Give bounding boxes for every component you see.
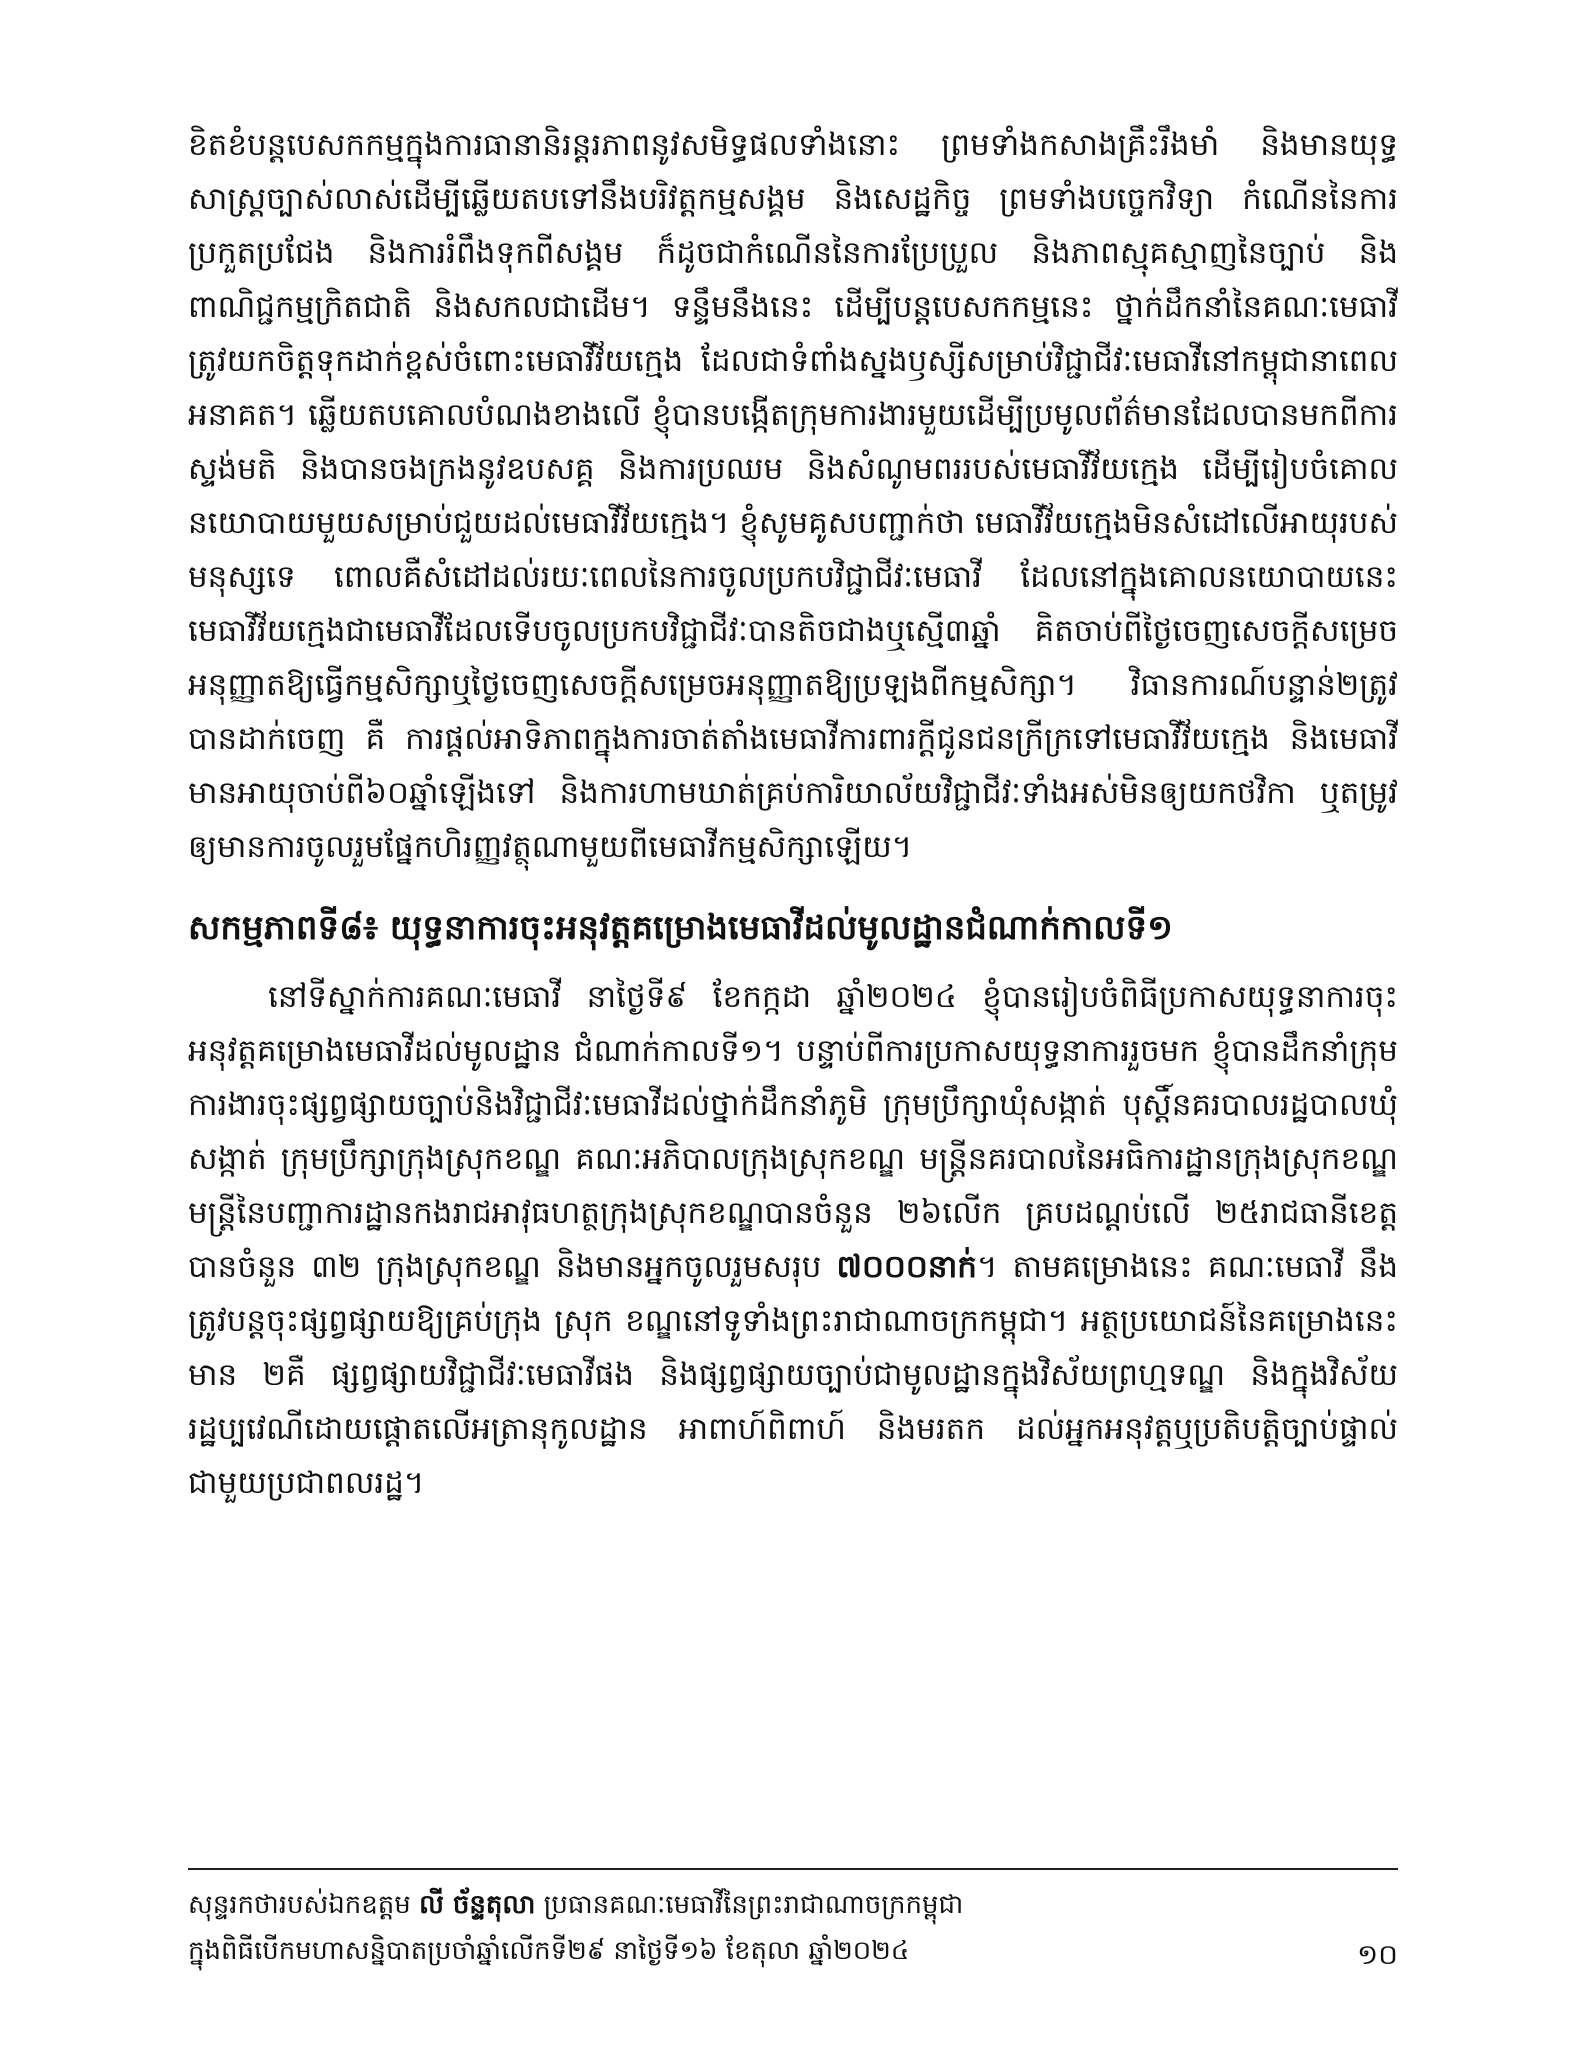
paragraph-2-text-end: ។ តាមគម្រោងនេះ គណៈមេធាវី នឹងត្រូវបន្តចុះផ្សព្វផ្សាយឱ្យគ្រប់ក្រុង ស្រុក ខណ្ឌនៅទូទាំងព្រះរាជាណាចក្រកម្ពុជា។ អត្ថប្រយោជន៍នៃគម្រោងនេះមាន ២គឺ ផ្សព្វផ្សាយវិជ្ជាជីវៈមេធាវីផង និងផ្សព្វផ្សាយច្បាប់ជាមូលដ្ឋានក្នុងវិស័យព្រហ្មទណ្ឌ និងក្នុងវិស័យរដ្ឋប្បវេណីដោយផ្តោតលើអត្រានុកូលដ្ឋាន អាពាហ៍ពិពាហ៍ និងមរតក ដល់អ្នកអនុវត្តឬប្រតិបត្តិច្បាប់ផ្ទាល់ជាមួយប្រជាពលរដ្ឋ។ [188,1249,1399,1501]
footer-line-1 [188,1882,1398,1928]
page-number: ១០ [1356,1938,1398,1971]
body-paragraph-2 [188,970,1398,1510]
footer-line-2: ក្នុងពិធីបើកមហាសន្និបាតប្រចាំឆ្នាំលើកទី២៩ នាថ្ងៃទី១៦ ខែតុលា ឆ្នាំ២០២៤ [188,1936,910,1966]
footer-speaker-title: ប្រធានគណៈមេធាវីនៃព្រះរាជាណាចក្រកម្ពុជា [535,1890,964,1920]
participant-count: ៧០០០នាក់ [836,1249,977,1285]
footer-speaker-name: លី ច័ន្ទតុលា [419,1890,536,1920]
section-heading: សកម្មភាពទី៨៖ យុទ្ធនាការចុះអនុវត្តគម្រោងមេធាវីដល់មូលដ្ឋានជំណាក់កាលទី១ [188,908,1173,948]
body-paragraph-1: ខិតខំបន្តបេសកកម្មក្នុងការធានានិរន្តរភាពនូវសមិទ្ធផលទាំងនោះ ព្រមទាំងកសាងគ្រឹះរឹងមាំ និងមានយុទ្ធសាស្ត្រច្បាស់លាស់ដើម្បីឆ្លើយតបទៅនឹងបរិវត្តកម្មសង្គម និងសេដ្ឋកិច្ច ព្រមទាំងបច្ចេកវិទ្យា កំណើននៃការប្រកួតប្រជែង និងការរំពឹងទុកពីសង្គម ក៏ដូចជាកំណើននៃការប្រែប្រួល និងភាពស្មុគស្មាញនៃច្បាប់ និងពាណិជ្ជកម្មក្រិតជាតិ និងសកលជាដើម។ ទន្ទឹមនឹងនេះ ដើម្បីបន្តបេសកកម្មនេះ ថ្នាក់ដឹកនាំនៃគណៈមេធាវីត្រូវយកចិត្តទុកដាក់ខ្ពស់ចំពោះមេធាវីវ័យក្មេង ដែលជាទំពាំងស្នងឫស្សីសម្រាប់វិជ្ជាជីវៈមេធាវីនៅកម្ពុជានាពេលអនាគត។ ឆ្លើយតបគោលបំណងខាងលើ ខ្ញុំបានបង្កើតក្រុមការងារមួយដើម្បីប្រមូលព័ត៌មានដែលបានមកពីការស្ទង់មតិ និងបានចងក្រងនូវឧបសគ្គ និងការប្រឈម និងសំណូមពររបស់មេធាវីវ័យក្មេង ដើម្បីរៀបចំគោលនយោបាយមួយសម្រាប់ជួយដល់មេធាវីវ័យក្មេង។ ខ្ញុំសូមគូសបញ្ជាក់ថា មេធាវីវ័យក្មេងមិនសំដៅលើអាយុរបស់មនុស្សទេ ពោលគឺសំដៅដល់រយៈពេលនៃការចូលប្រកបវិជ្ជាជីវៈមេធាវី ដែលនៅក្នុងគោលនយោបាយនេះ មេធាវីវ័យក្មេងជាមេធាវីដែលទើបចូលប្រកបវិជ្ជាជីវៈបានតិចជាងឬស្មើ៣ឆ្នាំ គិតចាប់ពីថ្ងៃចេញសេចក្តីសម្រេចអនុញ្ញាតឱ្យធ្វើកម្មសិក្សាឬថ្ងៃចេញសេចក្តីសម្រេចអនុញ្ញាតឱ្យប្រឡងពីកម្មសិក្សា។ វិធានការណ៍បន្ទាន់២ត្រូវបានដាក់ចេញ គឺ ការផ្តល់អាទិភាពក្នុងការចាត់តាំងមេធាវីការពារក្តីជូនជនក្រីក្រទៅមេធាវីវ័យក្មេង និងមេធាវីមានអាយុចាប់ពី៦០ឆ្នាំឡើងទៅ និងការហាមឃាត់គ្រប់ការិយាល័យវិជ្ជាជីវៈទាំងអស់មិនឲ្យយកថវិកា ឬតម្រូវឲ្យមានការចូលរួមផ្នែកហិរញ្ញវត្ថុណាមួយពីមេធាវីកម្មសិក្សាឡើយ។ [188,127,1398,865]
footer-speech-prefix: សុន្ទរកថារបស់ឯកឧត្តម [188,1890,420,1920]
paragraph-2-text-start: នៅទីស្នាក់ការគណៈមេធាវី នាថ្ងៃទី៩ ខែកក្កដា ឆ្នាំ២០២៤ ខ្ញុំបានរៀបចំពិធីប្រកាសយុទ្ធនាការចុះអនុវត្តគម្រោងមេធាវីដល់មូលដ្ឋាន ជំណាក់កាលទី១។ បន្ទាប់ពីការប្រកាសយុទ្ធនាការរួចមក ខ្ញុំបានដឹកនាំក្រុមការងារចុះផ្សព្វផ្សាយច្បាប់និងវិជ្ជាជីវៈមេធាវីដល់ថ្នាក់ដឹកនាំភូមិ ក្រុមប្រឹក្សាឃុំសង្កាត់ បុស្តិ៍នគរបាលរដ្ឋបាលឃុំសង្កាត់ ក្រុមប្រឹក្សាក្រុងស្រុកខណ្ឌ គណៈអភិបាលក្រុងស្រុកខណ្ឌ មន្ត្រីនគរបាលនៃអធិការដ្ឋានក្រុងស្រុកខណ្ឌ មន្ត្រីនៃបញ្ជាការដ្ឋានកងរាជអាវុធហត្ថក្រុងស្រុកខណ្ឌបានចំនួន ២៦លើក គ្របដណ្តប់លើ ២៥រាជធានីខេត្ត បានចំនួន ៣២ ក្រុងស្រុកខណ្ឌ និងមានអ្នកចូលរួមសរុប [188,979,1398,1285]
footer-divider [188,1868,1398,1870]
document-body [188,118,1398,1510]
page-footer [188,1868,1398,1974]
